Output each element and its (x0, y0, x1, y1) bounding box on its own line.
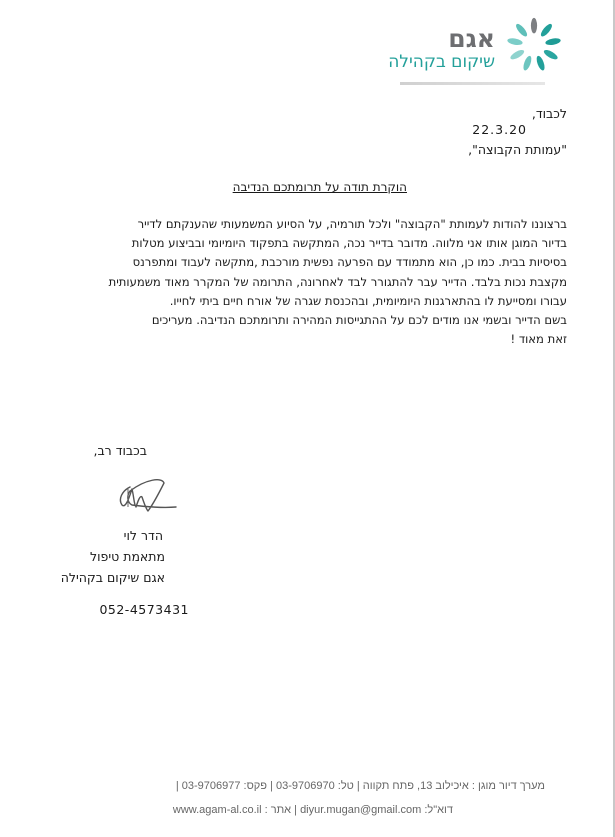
body-line: עבורו ומסייעת לו בהתארגנות היומיומית, ובהכנסת שגרה של אורח חיים ביתי לחייו. (169, 293, 567, 308)
letter-date: 22.3.20 (472, 122, 527, 137)
signer-name: הדר לוי (123, 528, 163, 543)
letter-subject: הוקרת תודה על תרומתכם הנדיבה (232, 180, 407, 194)
logo-petal (531, 18, 537, 33)
footer-contact: דוא"ל: diyur.mugan@gmail.com | אתר : www.agam-al.co.il (172, 804, 453, 816)
body-line: זאת מאוד ! (510, 332, 567, 347)
footer-address: מערך דיור מוגן : איכילוב 13, פתח תקווה | טל: 03-9706970 | פקס: 03-9706977 | (175, 780, 545, 792)
logo-name: אגם (448, 24, 495, 53)
body-line: בסיסיות בבית. כמו כן, הוא מתמודד עם הפרעה נפשית מורכבת ,מתקשה לעבוד ומתפרנס (132, 255, 567, 270)
agam-flower-logo-icon (505, 16, 563, 74)
recipient: "עמותת הקבוצה", (468, 142, 567, 157)
handwritten-signature (116, 475, 178, 515)
organization-logo (383, 16, 563, 82)
signer-phone: 052-4573431 (99, 602, 189, 617)
logo-divider (400, 82, 545, 85)
signer-organization: אגם שיקום בקהילה (60, 570, 165, 585)
body-line: ברצוננו להודות לעמותת "הקבוצה" ולכל תורמיה, על הסיוע המשמעותי שהענקתם לדייר (137, 217, 567, 231)
signer-role: מתאמת טיפול (90, 549, 165, 564)
body-line: בדיור המוגן אותו אני מלווה. מדובר בדייר נכה, המתקשה בתפקוד היומיומי ובביצוע מטלות (131, 236, 567, 251)
body-line: מקצבת נכות בלבד. הדייר עבר להתגורר לבד לאחרונה, התרומה של המקרר מאוד משמעותית (108, 274, 567, 289)
logo-tagline: שיקום בקהילה (388, 52, 495, 72)
salutation: לכבוד, (531, 106, 567, 121)
body-line: בשם הדייר ובשמי אנו מודים לכם על ההתגייסות המהירה ותרומתכם הנדיבה. מעריכים (151, 313, 567, 328)
closing: בכבוד רב, (93, 443, 147, 458)
letter-body (108, 215, 567, 349)
